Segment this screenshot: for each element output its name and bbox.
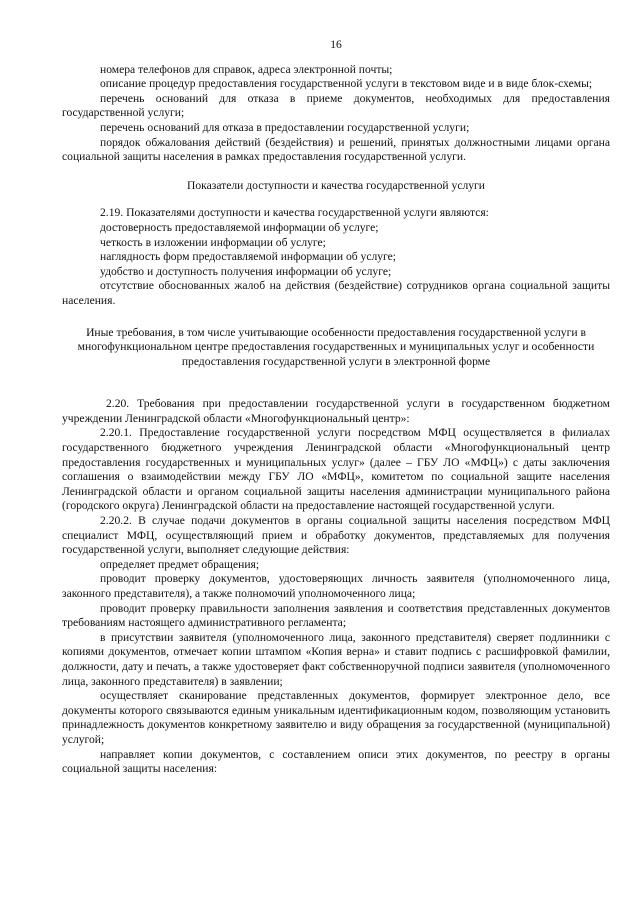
- paragraph: четкость в изложении информации об услуге;: [100, 235, 326, 249]
- paragraph: осуществляет сканирование представленных документов, формирует электронное дело, все документы которого связываются единым уникальным идентификационным кодом, позволяющим установить принадлежность документов конкретному заявителю и виду обращения за государственной (муниципальной) услугой;: [62, 689, 610, 746]
- document-page: [62, 38, 610, 777]
- page-number: 16: [330, 38, 342, 51]
- paragraph: проводит проверку документов, удостоверяющих личность заявителя (уполномоченного лица, законного представителя), а также полномочий уполномоченного лица;: [62, 572, 610, 600]
- paragraph: порядок обжалования действий (бездействия) и решений, принятых должностными лицами органа социальной защиты населения в рамках предоставления государственной услуги.: [62, 135, 610, 164]
- mfc-requirements-block: [62, 397, 610, 776]
- paragraph: перечень оснований для отказа в предоставлении государственной услуги;: [100, 120, 470, 134]
- paragraph: 2.19. Показателями доступности и качества государственной услуги являются:: [100, 206, 489, 220]
- paragraph: достоверность предоставляемой информации об услуге;: [100, 220, 379, 234]
- info-list-block: [62, 63, 610, 165]
- paragraph: номера телефонов для справок, адреса электронной почты;: [100, 62, 393, 76]
- paragraph: проводит проверку правильности заполнения заявления и соответствия представленных документов требованиям настоящего административного регламента;: [62, 601, 610, 630]
- paragraph: 2.20.2. В случае подачи документов в органы социальной защиты населения посредством МФЦ специалист МФЦ, осуществляющий прием и обработку документов, представляемых для получения государственной услуги, выполняет следующие действия:: [62, 514, 610, 557]
- paragraph: удобство и доступность получения информации об услуге;: [100, 264, 392, 278]
- paragraph: наглядность форм предоставляемой информации об услуге;: [100, 250, 397, 264]
- paragraph: направляет копии документов, с составлением описи этих документов, по реестру в органы социальной защиты населения:: [62, 747, 610, 776]
- paragraph: описание процедур предоставления государственной услуги в текстовом виде и в виде блок-схемы;: [100, 77, 593, 91]
- section-heading-accessibility: Показатели доступности и качества государственной услуги: [186, 178, 486, 192]
- paragraph: перечень оснований для отказа в приеме документов, необходимых для предоставления государственной услуги;: [62, 91, 610, 120]
- paragraph: в присутствии заявителя (уполномоченного лица, законного представителя) сверяет подлинники с копиями документов, отмечает копии штампом «Копия верна» и ставит подпись с расшифровкой фамилии, должности, дату и печать, а также удостоверяет факт собственноручной подписи заявителя (уполномоченного лица, законного представителя) в заявлении;: [62, 630, 610, 688]
- paragraph: определяет предмет обращения;: [100, 557, 260, 571]
- paragraph: отсутствие обоснованных жалоб на действия (бездействие) сотрудников органа социальной защиты населения.: [62, 279, 610, 307]
- paragraph: 2.20.1. Предоставление государственной услуги посредством МФЦ осуществляется в филиалах государственного бюджетного учреждения Ленинградской области «Многофункциональный центр предоставления государственных и муниципальных услуг» (далее – ГБУ ЛО «МФЦ») с даты заключения соглашения о взаимодействии между ГБУ ЛО «МФЦ», комитетом по социальной защите населения Ленинградской области и органом социальной защиты населения администрации муниципального района (городского округа) Ленинградской области на предоставление настоящей государственной услуги.: [62, 426, 610, 513]
- section-heading-other-requirements: Иные требования, в том числе учитывающие особенности предоставления государственной услуги в многофункциональном центре предоставления государственных и муниципальных услуг и особенности предоставления государственной услуги в электронной форме: [77, 325, 595, 368]
- accessibility-block: [62, 206, 610, 308]
- paragraph: 2.20. Требования при предоставлении государственной услуги в государственном бюджетном учреждении Ленинградской области «Многофункциональный центр»:: [62, 397, 610, 425]
